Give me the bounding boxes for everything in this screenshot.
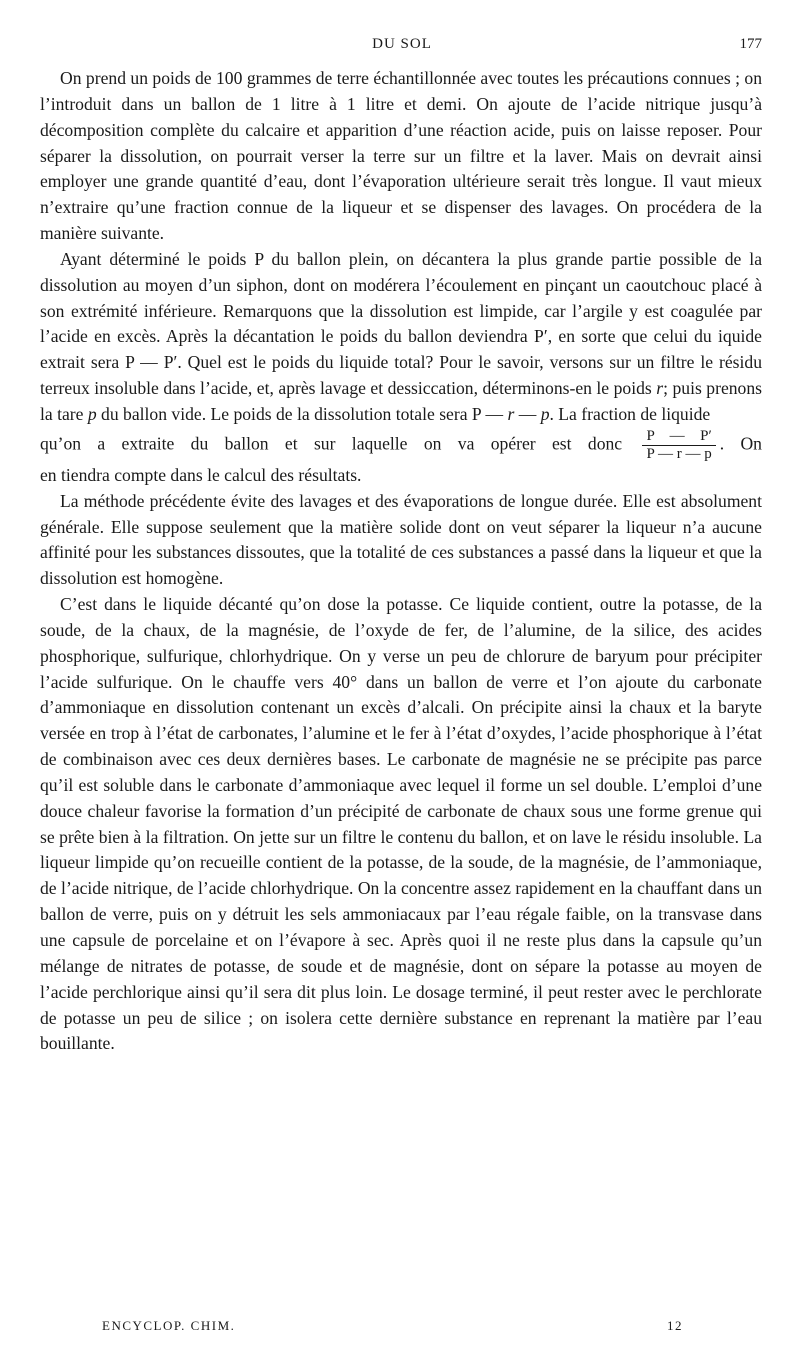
running-title: DU SOL	[372, 36, 432, 52]
paragraph-2-text-b: ; puis prenons la tare	[40, 378, 763, 424]
variable-p: p	[540, 403, 550, 424]
signature-number: 12	[667, 1318, 683, 1333]
signature-label: ENCYCLOP. CHIM.	[102, 1318, 236, 1333]
paragraph-2-text-a: Ayant déterminé le poids P du ballon plein, on décantera la plus grande partie possible de la dissolution au moyen d’un siphon, dont on modérera l’écoulement en pinçant un caoutchouc placé à son extrémité inférieure. Remarquons que la dissolution est limpide, car l’argile y est coagulée par l’acide en excès. Après la décantation le poids du ballon deviendra P′, en sorte que celui du iquide extrait sera P — P′. Quel est le poids du liquide total? Pour le savoir, versons sur un filtre le résidu terreux insoluble dans l’acide, et, après lavage et dessiccation, déterminons-en le poids	[40, 248, 762, 399]
page-header	[42, 36, 762, 60]
paragraph-2-text-f: qu’on a extraite du ballon et sur laquelle on va opérer est donc	[40, 433, 623, 454]
variable-r: r	[507, 403, 515, 424]
paragraph-2-text-e: . La fraction de liquide	[549, 403, 711, 424]
paragraph-3: La méthode précédente évite des lavages et des évaporations de longue durée. Elle est absolument générale. Elle suppose seulement que la matière solide dont on veut séparer la liqueur n’a aucune affinité pour les substances dissoutes, que la totalité de ces substances a passé dans la liqueur et que la dissolution est homogène.	[40, 490, 762, 589]
variable-p: p	[87, 403, 97, 424]
variable-r: r	[656, 378, 664, 399]
fraction-formula	[642, 428, 715, 463]
paragraph-2-end: en tiendra compte dans le calcul des résultats.	[40, 464, 362, 485]
paragraph-4: C’est dans le liquide décanté qu’on dose la potasse. Ce liquide contient, outre la potasse, de la soude, de la chaux, de la magnésie, de l’oxyde de fer, de l’alumine, de la silice, des acides phosphorique, sulfurique, chlorhydrique. On y verse un peu de chlorure de baryum pour précipiter l’acide sulfurique. On le chauffe vers 40° dans un ballon de verre et l’on ajoute du carbonate d’ammoniaque en dissolution contenant un excès d’alcali. On précipite ainsi la chaux et la baryte versée en trop à l’état de carbonates, l’alumine et le fer à l’état d’oxydes, l’acide phosphorique à l’état de combinaison avec ces deux dernières bases. Le carbonate de magnésie ne se précipite pas parce qu’il est soluble dans le carbonate d’ammoniaque avec lequel il forme un sel double. L’emploi d’une douce chaleur favorise la formation d’un précipité de carbonate de chaux sous une forme grenue qui se prête bien à la filtration. On jette sur un filtre le contenu du ballon, et on lave le résidu insoluble. La liqueur limpide qu’on recueille contient de la potasse, de la soude, de la magnésie, de l’ammoniaque, de l’acide nitrique, de l’acide chlorhydrique. On la concentre assez rapidement en la chauffant dans un ballon de verre, puis on y détruit les sels ammoniacaux par l’eau régale faible, on la transvase dans une capsule de porcelaine et on l’évapore à sec. Après quoi il ne reste plus dans la capsule qu’un mélange de nitrates de potasse, de soude et de magnésie, dont on sépare la potasse au moyen de l’acide perchlorique ainsi qu’il sera dit plus loin. Le dosage terminé, il peut rester avec le perchlorate de potasse un peu de silice ; on isolera cette dernière substance en reprenant la matière par l’eau bouillante.	[40, 594, 762, 1054]
paragraph-2	[40, 247, 762, 428]
page-number: 177	[739, 36, 762, 52]
paragraph-2-text-g: . On	[719, 433, 762, 454]
paragraph-1: On prend un poids de 100 grammes de terre échantillonnée avec toutes les précautions connues ; on l’introduit dans un ballon de 1 litre à 1 litre et demi. On ajoute de l’acide nitrique jusqu’à décomposition complète du calcaire et apparition d’une réaction acide, puis on laisse reposer. Pour séparer la dissolution, on pourrait verser la terre sur un filtre et la laver. Mais on devrait ainsi employer une grande quantité d’eau, dont l’évaporation ultérieure serait très longue. Il vaut mieux n’extraire qu’une fraction connue de la liqueur et se dispenser des lavages. On procédera de la manière suivante.	[40, 68, 762, 244]
paragraph-2-text-d: —	[514, 403, 541, 424]
body-text	[40, 66, 762, 1057]
page-footer	[102, 1318, 762, 1340]
fraction-line	[40, 428, 762, 463]
fraction-denominator: P — r — p	[646, 445, 712, 462]
paragraph-2-text-c: du ballon vide. Le poids de la dissolution totale sera P —	[96, 403, 508, 424]
fraction-numerator: P — P′	[642, 428, 715, 446]
